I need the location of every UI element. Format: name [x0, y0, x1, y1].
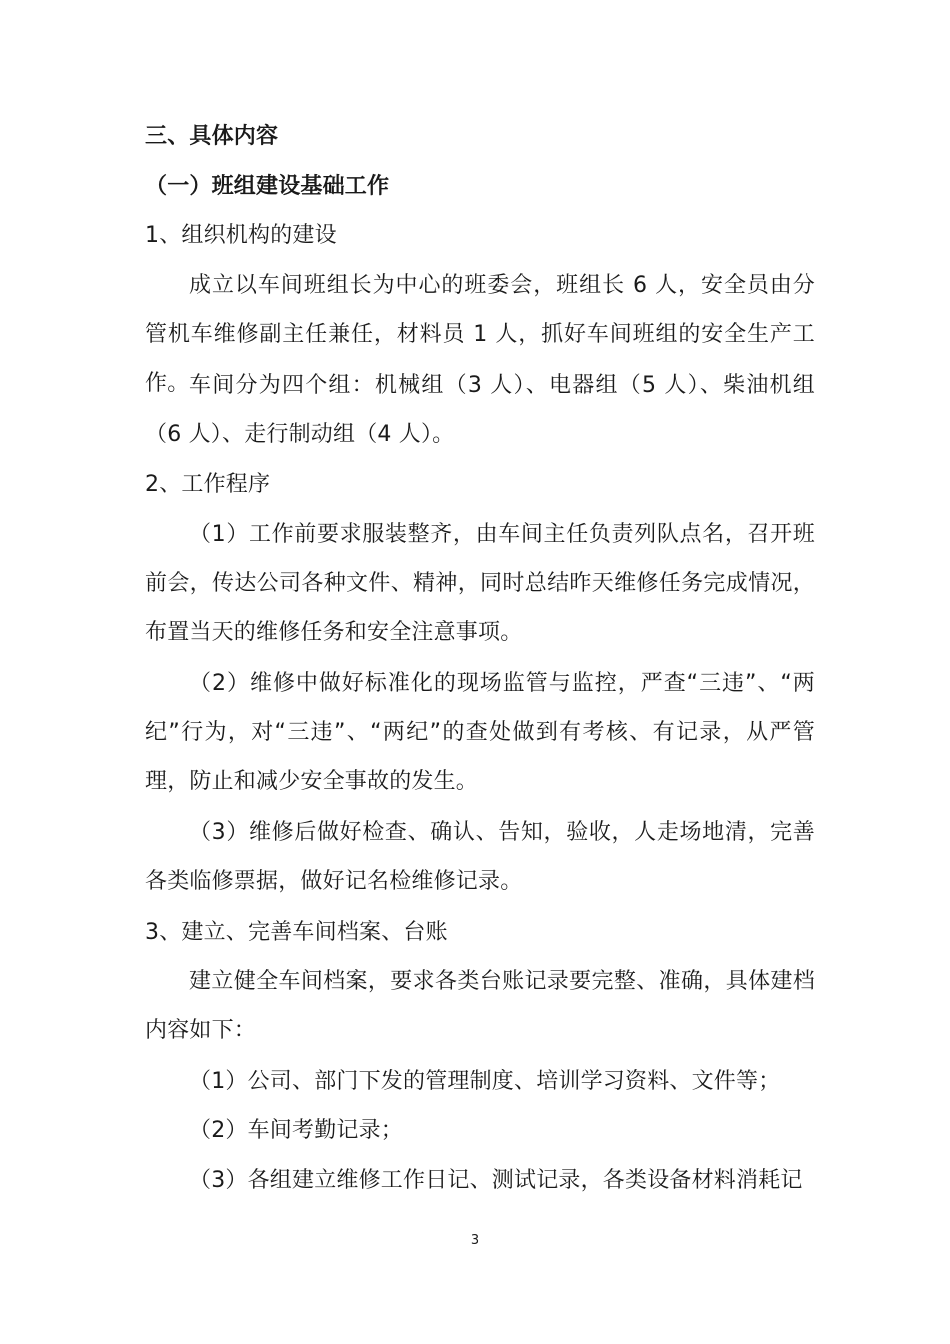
item3-subitem-3: （3）各组建立维修工作日记、测试记录，各类设备材料消耗记 — [189, 1168, 803, 1193]
item2-subitem-3: （3）维修后做好检查、确认、告知，验收，人走场地清，完善各类临修票据，做好记名检维修记录。 — [145, 820, 815, 894]
item2-subitem-1: （1）工作前要求服装整齐，由车间主任负责列队点名，召开班前会，传达公司各种文件、精神，同时总结昨天维修任务完成情况，布置当天的维修任务和安全注意事项。 — [145, 522, 815, 645]
item3-heading: 3、建立、完善车间档案、台账 — [145, 920, 448, 945]
page-number: 3 — [470, 1233, 480, 1248]
item3-subitem-1: （1）公司、部门下发的管理制度、培训学习资料、文件等； — [189, 1069, 781, 1094]
section-title: 三、具体内容 — [145, 124, 279, 149]
item2-subitem-2: （2）维修中做好标准化的现场监管与监控，严查“三违”、“两纪”行为，对“三违”、“两纪”的查处做到有考核、有记录，从严管理，防止和减少安全事故的发生。 — [145, 671, 815, 794]
item2-heading: 2、工作程序 — [145, 472, 271, 497]
item1-paragraph-2: 车间分为四个组：机械组（3 人）、电器组（5 人）、柴油机组（6 人）、走行制动组（4 人）。 — [145, 373, 815, 447]
item3-subitem-2: （2）车间考勤记录； — [189, 1118, 403, 1143]
item3-paragraph: 建立健全车间档案，要求各类台账记录要完整、准确，具体建档内容如下： — [145, 969, 815, 1043]
item1-paragraph-1: 成立以车间班组长为中心的班委会，班组长 6 人，安全员由分管机车维修副主任兼任，材料员 1 人，抓好车间班组的安全生产工作。 — [145, 273, 815, 396]
item1-heading: 1、组织机构的建设 — [145, 223, 337, 248]
subsection-title: （一）班组建设基础工作 — [145, 174, 390, 199]
